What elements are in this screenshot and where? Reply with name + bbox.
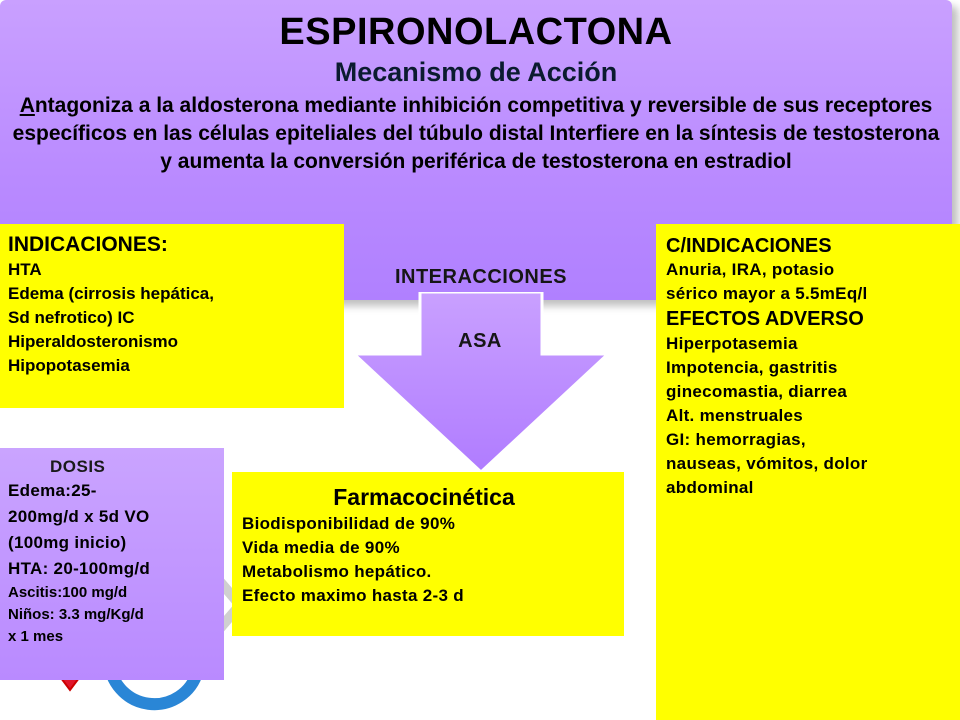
mechanism-body: ntagoniza a la aldosterona mediante inhibición competitiva y reversible de sus receptores específicos en las células epiteliales del túbulo distal Interfiere en la síntesis de testosterona y aumenta la conversión periférica de testosterona en estradiol — [12, 94, 940, 173]
dosis-item: Ascitis:100 mg/d — [8, 584, 128, 601]
dosis-heading: DOSIS — [50, 457, 106, 476]
contraindicaciones-heading: C/INDICACIONES — [666, 235, 832, 257]
efectos-adversos-item: Impotencia, gastritis — [666, 358, 838, 377]
efectos-adversos-item: GI: hemorragias, — [666, 430, 806, 449]
interacciones-label: INTERACCIONES — [394, 266, 568, 288]
efectos-adversos-item: nauseas, vómitos, dolor — [666, 454, 868, 473]
farmacocinetica-heading: Farmacocinética — [333, 484, 515, 510]
efectos-adversos-heading: EFECTOS ADVERSO — [666, 308, 864, 330]
indicaciones-heading: INDICACIONES: — [8, 233, 168, 256]
page-subtitle: Mecanismo de Acción — [334, 57, 618, 87]
contraindicaciones-item: sérico mayor a 5.5mEq/l — [666, 284, 868, 303]
farmacocinetica-item: Vida media de 90% — [242, 538, 400, 557]
mechanism-first-letter: A — [19, 94, 35, 117]
efectos-adversos-item: abdominal — [666, 478, 754, 497]
dosis-item: 200mg/d x 5d VO — [8, 507, 150, 526]
indicaciones-item: Hipopotasemia — [8, 356, 130, 375]
indicaciones-item: HTA — [8, 260, 42, 279]
interaccion-asa: ASA — [458, 330, 502, 352]
indicaciones-item: Hiperaldosteronismo — [8, 332, 179, 351]
dosis-item: x 1 mes — [8, 628, 64, 645]
dosis-item: (100mg inicio) — [8, 533, 127, 552]
efectos-adversos-item: ginecomastia, diarrea — [666, 382, 848, 401]
efectos-adversos-item: Alt. menstruales — [666, 406, 804, 425]
dosis-item: Niños: 3.3 mg/Kg/d — [8, 606, 144, 623]
indicaciones-item: Sd nefrotico) IC — [8, 308, 135, 327]
mechanism-text — [8, 92, 944, 176]
contraindicaciones-box — [656, 224, 960, 720]
down-arrow-shape — [354, 292, 608, 476]
page-title: ESPIRONOLACTONA — [279, 11, 673, 53]
farmacocinetica-item: Metabolismo hepático. — [242, 562, 432, 581]
contraindicaciones-item: Anuria, IRA, potasio — [666, 260, 835, 279]
dosis-box — [0, 448, 224, 680]
dosis-item: HTA: 20-100mg/d — [8, 559, 151, 578]
farmacocinetica-box — [232, 472, 624, 636]
efectos-adversos-item: Hiperpotasemia — [666, 334, 798, 353]
farmacocinetica-item: Biodisponibilidad de 90% — [242, 514, 456, 533]
farmacocinetica-item: Efecto maximo hasta 2-3 d — [242, 586, 464, 605]
indicaciones-box — [0, 224, 344, 408]
dosis-item: Edema:25- — [8, 481, 97, 500]
indicaciones-item: Edema (cirrosis hepática, — [8, 284, 214, 303]
